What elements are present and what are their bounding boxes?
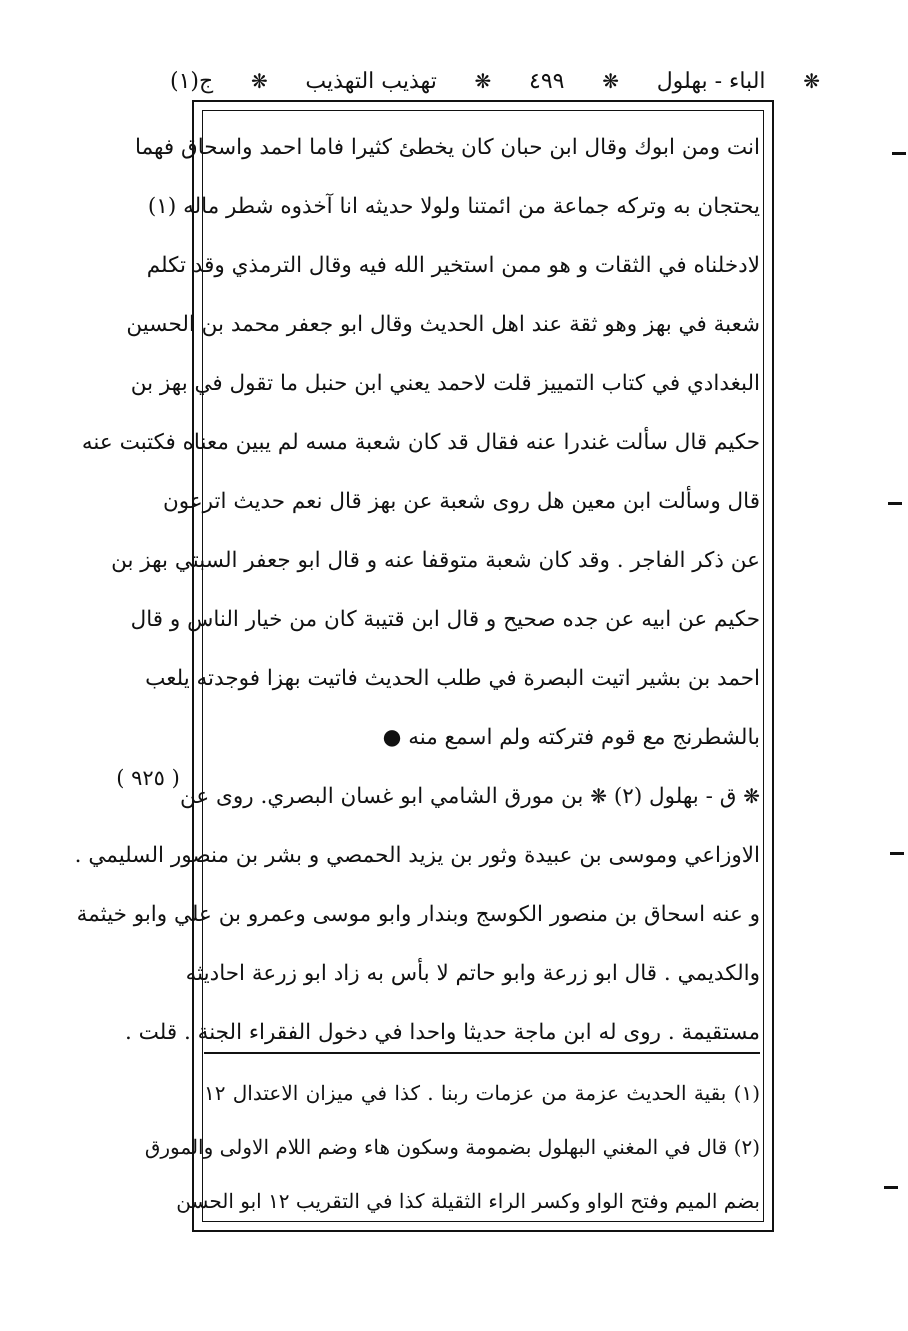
footnote-line: (٢) قال في المغني البهلول بضمومة وسكون هاء وضم اللام الاولى والمورق [144, 1135, 760, 1159]
text-line: بالشطرنج مع قوم فتركته ولم اسمع منه ● [382, 725, 760, 750]
margin-mark [892, 152, 906, 155]
text-line: انت ومن ابوك وقال ابن حبان كان يخطئ كثيرا فاما احمد واسحاق فهما [135, 135, 760, 160]
text-line: البغدادي في كتاب التمييز قلت لاحمد يعني ابن حنبل ما تقول في بهز بن [130, 371, 760, 396]
entry-heading-line [180, 767, 760, 826]
text-line: الاوزاعي وموسى بن عبيدة وثور بن يزيد الحمصي و بشر بن منصور السليمي . [74, 843, 760, 868]
text-line: عن ذكر الفاجر . وقد كان شعبة متوقفا عنه و قال ابو جعفر السبتي بهز بن [111, 548, 760, 573]
footnote-line: بضم الميم وفتح الواو وكسر الراء الثقيلة كذا في التقريب ١٢ ابو الحسن [176, 1189, 760, 1213]
page-number: ٤٩٩ [529, 68, 565, 94]
footnotes [144, 1066, 760, 1228]
flower-ornament-icon: ❋ [743, 784, 760, 808]
flower-ornament-icon: ❋ [474, 69, 492, 93]
text-line: يحتجان به وتركه جماعة من ائمتنا ولولا حديثه انا آخذوه شطر ماله (١) [147, 194, 760, 219]
text-line: مستقيمة . روى له ابن ماجة حديثا واحدا في دخول الفقراء الجنة . قلت . [124, 1020, 760, 1045]
text-line: لادخلناه في الثقات و هو ممن استخير الله فيه وقال الترمذي وقد تكلم [146, 253, 760, 278]
page-header [170, 62, 820, 100]
flower-ornament-icon: ❋ [602, 69, 619, 93]
text-line: والكديمي . قال ابو زرعة وابو حاتم لا بأس به زاد ابو زرعة احاديثه [185, 961, 760, 986]
text-line: قال وسألت ابن معين هل روى شعبة عن بهز قال نعم حديث اترعون [162, 489, 760, 514]
margin-mark [884, 1186, 898, 1189]
text-line: حكيم عن ابيه عن جده صحيح و قال ابن قتيبة كان من خيار الناس و قال [130, 607, 760, 632]
book-title: تهذيب التهذيب [305, 68, 437, 94]
text-line: احمد بن بشير اتيت البصرة في طلب الحديث فاتيت بهزا فوجدته يلعب [145, 666, 760, 691]
text-line: حكيم قال سألت غندرا عنه فقال قد كان شعبة مسه لم يبين معناه فكتبت عنه [81, 430, 760, 455]
chapter-title: الباء - بهلول [656, 68, 766, 94]
entry-text: بن مورق الشامي ابو غسان البصري. روى عن [180, 784, 584, 809]
entry-code: ق - بهلول (٢) [613, 784, 737, 809]
text-line: شعبة في بهز وهو ثقة عند اهل الحديث وقال ابو جعفر محمد بن الحسين [126, 312, 760, 337]
volume-label: ج(١) [170, 68, 214, 94]
flower-ornament-icon: ❋ [590, 784, 608, 808]
flower-ornament-icon: ❋ [250, 69, 268, 93]
text-line: و عنه اسحاق بن منصور الكوسج وبندار وابو موسى وعمرو بن علي وابو خيثمة [76, 902, 760, 927]
entry-number: ( ٩٢٥ ) [116, 766, 180, 790]
flower-ornament-icon: ❋ [803, 69, 820, 93]
footnote-divider [204, 1052, 760, 1054]
footnote-line: (١) بقية الحديث عزمة من عزمات ربنا . كذا في ميزان الاعتدال ١٢ [204, 1081, 760, 1105]
margin-mark [890, 852, 904, 855]
margin-mark [888, 502, 902, 505]
